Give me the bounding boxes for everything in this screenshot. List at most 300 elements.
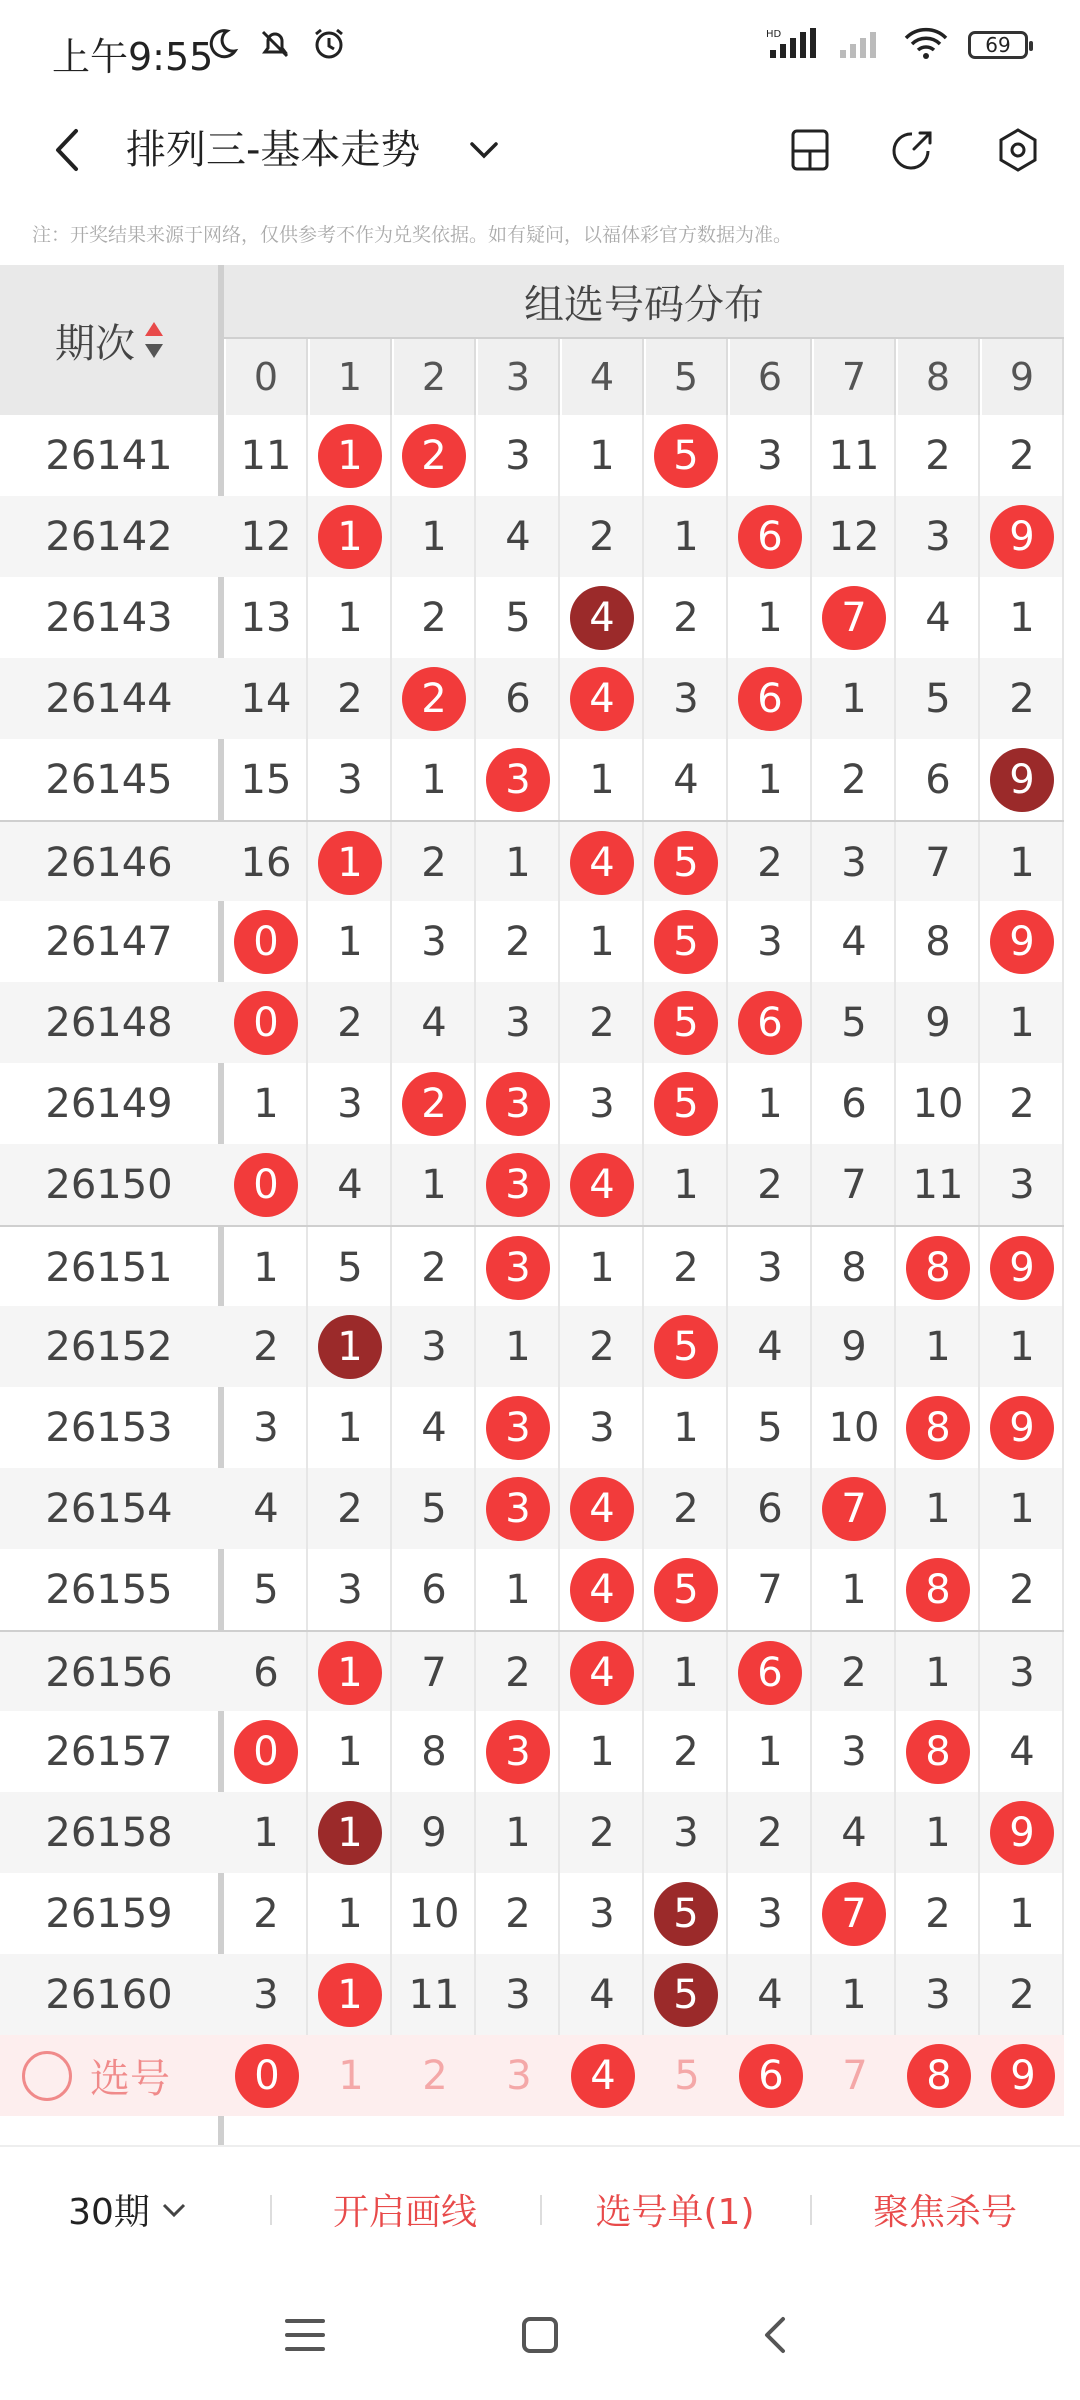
miss-count-cell: 6: [730, 1468, 812, 1549]
hit-cell: [478, 1387, 560, 1468]
hd-signal-icon: [766, 26, 818, 64]
miss-count-cell: 3: [394, 901, 476, 982]
split-screen-icon: [785, 125, 835, 175]
table-row: [0, 577, 1064, 658]
miss-count-cell: 1: [646, 1387, 728, 1468]
miss-count-cell: 3: [310, 1549, 392, 1630]
miss-count-cell: 9: [898, 982, 980, 1063]
hit-cell: [226, 901, 308, 982]
hit-cell: [478, 1711, 560, 1792]
miss-count-cell: 1: [226, 1227, 308, 1308]
miss-count-cell: 3: [898, 496, 980, 577]
number-ball: 4: [570, 1558, 634, 1622]
number-ball: 9: [990, 1236, 1054, 1300]
miss-count-cell: 2: [646, 1468, 728, 1549]
pick-digit-3[interactable]: 3: [506, 2052, 532, 2099]
miss-count-cell: 3: [898, 1954, 980, 2035]
pick-list-button[interactable]: 选号单(1): [595, 2192, 755, 2233]
menu-nav-button[interactable]: [270, 2300, 340, 2370]
period-cell: 26149: [45, 1080, 173, 1127]
table-row: [0, 1225, 1064, 1306]
miss-count-cell: 6: [478, 658, 560, 739]
battery-icon: 69: [968, 31, 1028, 59]
period-cell: 26158: [45, 1809, 173, 1856]
miss-count-cell: 16: [226, 822, 308, 903]
miss-count-cell: 2: [982, 1063, 1064, 1144]
miss-count-cell: 2: [394, 1227, 476, 1308]
miss-count-cell: 2: [982, 1549, 1064, 1630]
miss-count-cell: 8: [898, 901, 980, 982]
miss-count-cell: 3: [646, 1792, 728, 1873]
miss-count-cell: 3: [730, 901, 812, 982]
period-cell: 26153: [45, 1404, 173, 1451]
miss-count-cell: 2: [562, 496, 644, 577]
hit-cell: [310, 1954, 392, 2035]
period-cell: 26151: [45, 1244, 173, 1291]
miss-count-cell: 2: [646, 577, 728, 658]
period-cell: 26154: [45, 1485, 173, 1532]
selected-ball[interactable]: 9: [991, 2044, 1055, 2108]
trend-table[interactable]: [0, 265, 1080, 2145]
miss-count-cell: 3: [982, 1632, 1064, 1713]
number-ball: 3: [486, 1720, 550, 1784]
number-ball: 8: [906, 1396, 970, 1460]
hit-cell: [646, 901, 728, 982]
selected-ball[interactable]: 4: [571, 2044, 635, 2108]
miss-count-cell: 4: [394, 982, 476, 1063]
miss-count-cell: 1: [982, 1468, 1064, 1549]
table-row: [0, 1711, 1064, 1792]
miss-count-cell: 3: [310, 1063, 392, 1144]
miss-count-cell: 1: [310, 1711, 392, 1792]
miss-count-cell: 1: [898, 1306, 980, 1387]
wifi-icon: [904, 26, 948, 64]
page-title[interactable]: 排列三-基本走势: [126, 127, 421, 173]
hit-cell: [226, 1144, 308, 1225]
miss-count-cell: 11: [394, 1954, 476, 2035]
digit-header-1: 1: [310, 339, 392, 415]
table-row: [0, 1792, 1064, 1873]
miss-count-cell: 1: [394, 496, 476, 577]
miss-count-cell: 1: [898, 1468, 980, 1549]
miss-count-cell: 7: [898, 822, 980, 903]
miss-count-cell: 1: [562, 901, 644, 982]
miss-count-cell: 1: [226, 1063, 308, 1144]
hit-cell: [730, 1632, 812, 1713]
miss-count-cell: 7: [394, 1632, 476, 1713]
miss-count-cell: 2: [226, 1873, 308, 1954]
split-screen-button[interactable]: [782, 122, 838, 178]
number-ball: 9: [990, 910, 1054, 974]
pick-digit-7[interactable]: 7: [842, 2052, 868, 2099]
pick-row: [0, 2035, 1064, 2116]
hit-cell: [394, 658, 476, 739]
table-row: [0, 658, 1064, 739]
number-ball: 6: [738, 505, 802, 569]
period-cell: 26159: [45, 1890, 173, 1937]
home-icon: [518, 2313, 562, 2357]
number-ball: 4: [570, 831, 634, 895]
miss-count-cell: 4: [562, 1954, 644, 2035]
settings-button[interactable]: [990, 122, 1046, 178]
status-bar: [0, 0, 1080, 100]
miss-count-cell: 3: [730, 1873, 812, 1954]
miss-count-cell: 1: [394, 739, 476, 820]
table-row: [0, 1549, 1064, 1630]
settings-icon: [993, 125, 1043, 175]
selected-ball[interactable]: 8: [907, 2044, 971, 2108]
miss-count-cell: 3: [478, 1954, 560, 2035]
hit-cell: [562, 658, 644, 739]
miss-count-cell: 1: [226, 1792, 308, 1873]
miss-count-cell: 4: [730, 1306, 812, 1387]
miss-count-cell: 3: [982, 1144, 1064, 1225]
miss-count-cell: 5: [310, 1227, 392, 1308]
miss-count-cell: 2: [394, 822, 476, 903]
share-button[interactable]: [885, 122, 941, 178]
miss-count-cell: 4: [226, 1468, 308, 1549]
number-ball: 6: [738, 667, 802, 731]
number-ball: 4: [570, 1153, 634, 1217]
number-ball: 3: [486, 1072, 550, 1136]
number-ball: 5: [654, 1315, 718, 1379]
pick-digit-8[interactable]: [898, 2035, 980, 2116]
title-dropdown-button[interactable]: [460, 126, 508, 174]
period-cell: 26157: [45, 1728, 173, 1775]
miss-count-cell: 2: [982, 658, 1064, 739]
pick-digit-1[interactable]: 1: [338, 2052, 364, 2099]
number-ball: 2: [402, 424, 466, 488]
table-row: [0, 1144, 1064, 1225]
digit-header-5: 5: [646, 339, 728, 415]
number-ball: 7: [822, 1477, 886, 1541]
miss-count-cell: 3: [730, 1227, 812, 1308]
selected-ball[interactable]: 6: [739, 2044, 803, 2108]
hit-cell: [226, 1711, 308, 1792]
pick-label-text: 选号: [90, 2056, 170, 2102]
pick-digit-2[interactable]: 2: [422, 2052, 448, 2099]
miss-count-cell: 3: [646, 658, 728, 739]
miss-count-cell: 11: [898, 1144, 980, 1225]
miss-count-cell: 2: [394, 577, 476, 658]
miss-count-cell: 2: [730, 1144, 812, 1225]
miss-count-cell: 2: [646, 1227, 728, 1308]
digit-header-3: 3: [478, 339, 560, 415]
number-ball: 3: [486, 1153, 550, 1217]
period-cell: 26155: [45, 1566, 173, 1613]
number-ball: 7: [822, 1882, 886, 1946]
hit-cell: [646, 1063, 728, 1144]
number-ball: 4: [570, 1641, 634, 1705]
pick-digit-5[interactable]: 5: [674, 2052, 700, 2099]
table-row: [0, 820, 1064, 901]
miss-count-cell: 5: [814, 982, 896, 1063]
number-ball: 5: [654, 831, 718, 895]
miss-count-cell: 2: [646, 1711, 728, 1792]
hit-cell: [982, 1792, 1064, 1873]
hit-cell: [478, 1468, 560, 1549]
number-ball: 4: [570, 667, 634, 731]
miss-count-cell: 1: [982, 982, 1064, 1063]
miss-count-cell: 1: [394, 1144, 476, 1225]
hit-cell: [646, 1873, 728, 1954]
hit-cell: [898, 1227, 980, 1308]
number-ball: 9: [990, 1801, 1054, 1865]
miss-count-cell: 9: [394, 1792, 476, 1873]
number-ball: 8: [906, 1720, 970, 1784]
selected-ball[interactable]: 0: [235, 2044, 299, 2108]
digit-header-8: 8: [898, 339, 980, 415]
table-row: [0, 1630, 1064, 1711]
back-icon: [48, 125, 88, 175]
pick-digit-9[interactable]: [982, 2035, 1064, 2116]
miss-count-cell: 6: [394, 1549, 476, 1630]
hit-cell: [226, 982, 308, 1063]
period-cell: 26160: [45, 1971, 173, 2018]
share-icon: [888, 125, 938, 175]
number-ball: 1: [318, 424, 382, 488]
hit-cell: [310, 1792, 392, 1873]
miss-count-cell: 12: [226, 496, 308, 577]
miss-count-cell: 3: [562, 1387, 644, 1468]
pick-digit-4[interactable]: [562, 2035, 644, 2116]
hit-cell: [562, 1549, 644, 1630]
digit-header-0: 0: [226, 339, 308, 415]
miss-count-cell: 1: [310, 901, 392, 982]
number-ball: 5: [654, 910, 718, 974]
disclaimer-notice: 注：开奖结果来源于网络，仅供参考不作为兑奖依据。如有疑问，以福体彩官方数据为准。: [32, 224, 793, 246]
period-cell: 26141: [45, 432, 173, 479]
miss-count-cell: 2: [898, 1873, 980, 1954]
miss-count-cell: 7: [730, 1549, 812, 1630]
hit-cell: [310, 1306, 392, 1387]
digit-header-6: 6: [730, 339, 812, 415]
miss-count-cell: 1: [730, 1063, 812, 1144]
hit-cell: [478, 1144, 560, 1225]
table-row: [0, 1306, 1064, 1387]
miss-count-cell: 10: [394, 1873, 476, 1954]
miss-count-cell: 4: [478, 496, 560, 577]
sort-icon[interactable]: [143, 320, 165, 360]
mute-icon: [257, 26, 293, 66]
miss-count-cell: 5: [226, 1549, 308, 1630]
digit-header-4: 4: [562, 339, 644, 415]
period-cell: 26156: [45, 1649, 173, 1696]
hit-cell: [562, 822, 644, 903]
back-button[interactable]: [38, 120, 98, 180]
number-ball: 9: [990, 1396, 1054, 1460]
miss-count-cell: 4: [982, 1711, 1064, 1792]
miss-count-cell: 1: [982, 822, 1064, 903]
table-row: [0, 739, 1064, 820]
number-ball: 3: [486, 1396, 550, 1460]
miss-count-cell: 1: [730, 1711, 812, 1792]
hit-cell: [394, 1063, 476, 1144]
draw-line-button[interactable]: 开启画线: [332, 2192, 477, 2233]
periods-label: 30期: [68, 2192, 150, 2233]
miss-count-cell: 1: [478, 1549, 560, 1630]
number-ball: 7: [822, 586, 886, 650]
hit-cell: [814, 577, 896, 658]
miss-count-cell: 1: [562, 415, 644, 496]
miss-count-cell: 3: [814, 822, 896, 903]
number-ball: 3: [486, 1477, 550, 1541]
table-row: [0, 901, 1064, 982]
alarm-icon: [311, 26, 347, 66]
miss-count-cell: 1: [478, 1792, 560, 1873]
miss-count-cell: 7: [814, 1144, 896, 1225]
hit-cell: [478, 739, 560, 820]
miss-count-cell: 10: [814, 1387, 896, 1468]
bottom-toolbar: [0, 2145, 1080, 2272]
miss-count-cell: 6: [898, 739, 980, 820]
period-cell: 26142: [45, 513, 173, 560]
digit-header-2: 2: [394, 339, 476, 415]
number-ball: 6: [738, 991, 802, 1055]
hit-cell: [562, 1144, 644, 1225]
table-row: [0, 1954, 1064, 2035]
period-cell: 26144: [45, 675, 173, 722]
digit-header-7: 7: [814, 339, 896, 415]
miss-count-cell: 2: [478, 1632, 560, 1713]
miss-count-cell: 4: [394, 1387, 476, 1468]
miss-count-cell: 2: [814, 1632, 896, 1713]
pick-digit-6[interactable]: [730, 2035, 812, 2116]
table-row: [0, 1468, 1064, 1549]
hit-cell: [898, 1387, 980, 1468]
svg-text:HD: HD: [766, 29, 782, 40]
miss-count-cell: 1: [562, 739, 644, 820]
hit-cell: [646, 982, 728, 1063]
miss-count-cell: 1: [814, 658, 896, 739]
pick-radio-icon[interactable]: [22, 2051, 72, 2101]
period-column-header[interactable]: [0, 265, 220, 415]
miss-count-cell: 2: [814, 739, 896, 820]
hit-cell: [562, 577, 644, 658]
miss-count-cell: 14: [226, 658, 308, 739]
miss-count-cell: 1: [646, 496, 728, 577]
miss-count-cell: 4: [814, 1792, 896, 1873]
number-ball: 1: [318, 1315, 382, 1379]
miss-count-cell: 1: [982, 577, 1064, 658]
period-cell: 26147: [45, 918, 173, 965]
number-ball: 1: [318, 831, 382, 895]
miss-count-cell: 2: [898, 415, 980, 496]
miss-count-cell: 4: [898, 577, 980, 658]
miss-count-cell: 1: [898, 1792, 980, 1873]
miss-count-cell: 1: [562, 1711, 644, 1792]
miss-count-cell: 4: [814, 901, 896, 982]
miss-count-cell: 8: [394, 1711, 476, 1792]
hit-cell: [562, 1468, 644, 1549]
miss-count-cell: 2: [562, 982, 644, 1063]
number-ball: 1: [318, 505, 382, 569]
miss-count-cell: 3: [226, 1954, 308, 2035]
period-cell: 26152: [45, 1323, 173, 1370]
pick-digit-0[interactable]: [226, 2035, 308, 2116]
miss-count-cell: 9: [814, 1306, 896, 1387]
table-row: [0, 982, 1064, 1063]
miss-count-cell: 11: [226, 415, 308, 496]
number-ball: 0: [234, 1153, 298, 1217]
hit-cell: [982, 1387, 1064, 1468]
hit-cell: [982, 901, 1064, 982]
menu-icon: [283, 2315, 327, 2355]
number-ball: 0: [234, 1720, 298, 1784]
miss-count-cell: 1: [982, 1873, 1064, 1954]
period-cell: 26145: [45, 756, 173, 803]
number-ball: 0: [234, 910, 298, 974]
hit-cell: [982, 1227, 1064, 1308]
hit-cell: [730, 658, 812, 739]
miss-count-cell: 1: [646, 1144, 728, 1225]
focus-kill-button[interactable]: 聚焦杀号: [872, 2192, 1017, 2233]
back-nav-button[interactable]: [740, 2300, 810, 2370]
miss-count-cell: 4: [310, 1144, 392, 1225]
miss-count-cell: 2: [310, 658, 392, 739]
number-ball: 1: [318, 1641, 382, 1705]
number-ball: 9: [990, 505, 1054, 569]
pick-row-label[interactable]: [22, 2035, 212, 2116]
periods-dropdown[interactable]: [40, 2147, 220, 2272]
miss-count-cell: 3: [310, 739, 392, 820]
miss-count-cell: 3: [562, 1873, 644, 1954]
number-ball: 1: [318, 1963, 382, 2027]
miss-count-cell: 4: [646, 739, 728, 820]
number-ball: 5: [654, 1072, 718, 1136]
number-ball: 3: [486, 1236, 550, 1300]
miss-count-cell: 3: [226, 1387, 308, 1468]
miss-count-cell: 1: [814, 1954, 896, 2035]
miss-count-cell: 3: [814, 1711, 896, 1792]
period-cell: 26143: [45, 594, 173, 641]
period-cell: 26148: [45, 999, 173, 1046]
miss-count-cell: 1: [730, 739, 812, 820]
miss-count-cell: 1: [310, 1873, 392, 1954]
miss-count-cell: 13: [226, 577, 308, 658]
number-ball: 4: [570, 1477, 634, 1541]
table-row: [0, 1873, 1064, 1954]
table-row: [0, 1387, 1064, 1468]
moon-icon: [205, 27, 239, 65]
hit-cell: [310, 496, 392, 577]
hit-cell: [310, 822, 392, 903]
hit-cell: [646, 1306, 728, 1387]
miss-count-cell: 1: [310, 577, 392, 658]
miss-count-cell: 15: [226, 739, 308, 820]
system-nav-bar: [0, 2270, 1080, 2400]
hit-cell: [898, 1711, 980, 1792]
hit-cell: [394, 415, 476, 496]
number-ball: 8: [906, 1236, 970, 1300]
period-cell: 26146: [45, 839, 173, 886]
number-ball: 0: [234, 991, 298, 1055]
home-nav-button[interactable]: [505, 2300, 575, 2370]
miss-count-cell: 1: [646, 1632, 728, 1713]
miss-count-cell: 5: [394, 1468, 476, 1549]
hit-cell: [898, 1549, 980, 1630]
miss-count-cell: 2: [310, 1468, 392, 1549]
hit-cell: [982, 496, 1064, 577]
number-ball: 9: [990, 748, 1054, 812]
back-icon: [755, 2313, 795, 2357]
hit-cell: [478, 1063, 560, 1144]
hit-cell: [310, 415, 392, 496]
miss-count-cell: 2: [730, 822, 812, 903]
hit-cell: [982, 739, 1064, 820]
miss-count-cell: 2: [478, 1873, 560, 1954]
number-ball: 2: [402, 1072, 466, 1136]
